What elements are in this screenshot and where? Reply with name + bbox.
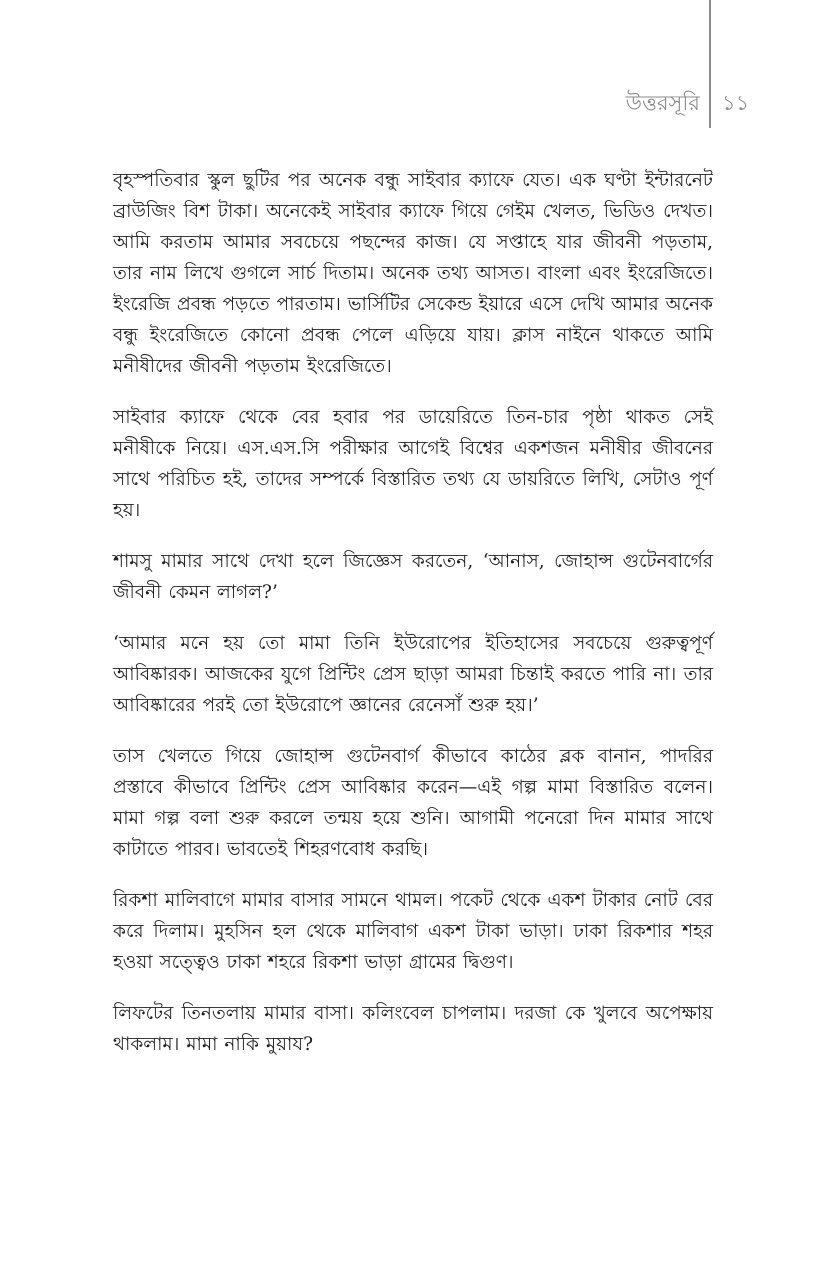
header-vertical-rule <box>709 0 711 128</box>
paragraph: ‘আমার মনে হয় তো মামা তিনি ইউরোপের ইতিহাসের সবচেয়ে গুরুত্বপূর্ণ আবিষ্কারক। আজকের যুগে প্রিন্টিং প্রেস ছাড়া আমরা চিন্তাই করতে পারি না। তার আবিষ্কারের পরই তো ইউরোপে জ্ঞানের রেনেসাঁ শুরু হয়।’ <box>113 633 713 716</box>
paragraph: লিফটের তিনতলায় মামার বাসা। কলিংবেল চাপলাম। দরজা কে খুলবে অপেক্ষায় থাকলাম। মামা নাকি মুয়ায? <box>113 1003 713 1055</box>
page-number: ১১ <box>722 91 750 115</box>
paragraph: রিকশা মালিবাগে মামার বাসার সামনে থামল। পকেট থেকে একশ টাকার নোট বের করে দিলাম। মুহসিন হল থেকে মালিবাগ একশ টাকা ভাড়া। ঢাকা রিকশার শহর হওয়া সত্ত্বেও ঢাকা শহরে রিকশা ভাড়া গ্রামের দ্বিগুণ। <box>113 890 713 973</box>
paragraph: বৃহস্পতিবার স্কুল ছুটির পর অনেক বন্ধু সাইবার ক্যাফে যেত। এক ঘণ্টা ইন্টারনেট ব্রাউজিং বিশ টাকা। অনেকেই সাইবার ক্যাফে গিয়ে গেইম খেলত, ভিডিও দেখত। আমি করতাম আমার সবচেয়ে পছন্দের কাজ। যে সপ্তাহে যার জীবনী পড়তাম, তার নাম লিখে গুগলে সার্চ দিতাম। অনেক তথ্য আসত। বাংলা এবং ইংরেজিতে। ইংরেজি প্রবন্ধ পড়তে পারতাম। ভার্সিটির সেকেন্ড ইয়ারে এসে দেখি আমার অনেক বন্ধু ইংরেজিতে কোনো প্রবন্ধ পেলে এড়িয়ে যায়। ক্লাস নাইনে থাকতে আমি মনীষীদের জীবনী পড়তাম ইংরেজিতে। <box>113 170 713 377</box>
paragraph: সাইবার ক্যাফে থেকে বের হবার পর ডায়েরিতে তিন-চার পৃষ্ঠা থাকত সেই মনীষীকে নিয়ে। এস.এস.সি পরীক্ষার আগেই বিশ্বের একশজন মনীষীর জীবনের সাথে পরিচিত হই, তাদের সম্পর্কে বিস্তারিত তথ্য যে ডায়রিতে লিখি, সেটাও পূর্ণ হয়। <box>113 407 713 521</box>
paragraph: শামসু মামার সাথে দেখা হলে জিজ্ঞেস করতেন, ‘আনাস, জোহান্স গুটেনবার্গের জীবনী কেমন লাগল?’ <box>113 551 713 603</box>
paragraph: তাস খেলতে গিয়ে জোহান্স গুটেনবার্গ কীভাবে কাঠের ব্লক বানান, পাদরির প্রস্তাবে কীভাবে প্রিন্টিং প্রেস আবিষ্কার করেন—এই গল্প মামা বিস্তারিত বলেন। মামা গল্প বলা শুরু করলে তন্ময় হয়ে শুনি। আগামী পনেরো দিন মামার সাথে কাটাতে পারব। ভাবতেই শিহরণবোধ করছি। <box>113 746 713 860</box>
body-text <box>113 165 713 1080</box>
running-title: উত্তরসূরি <box>625 91 700 115</box>
